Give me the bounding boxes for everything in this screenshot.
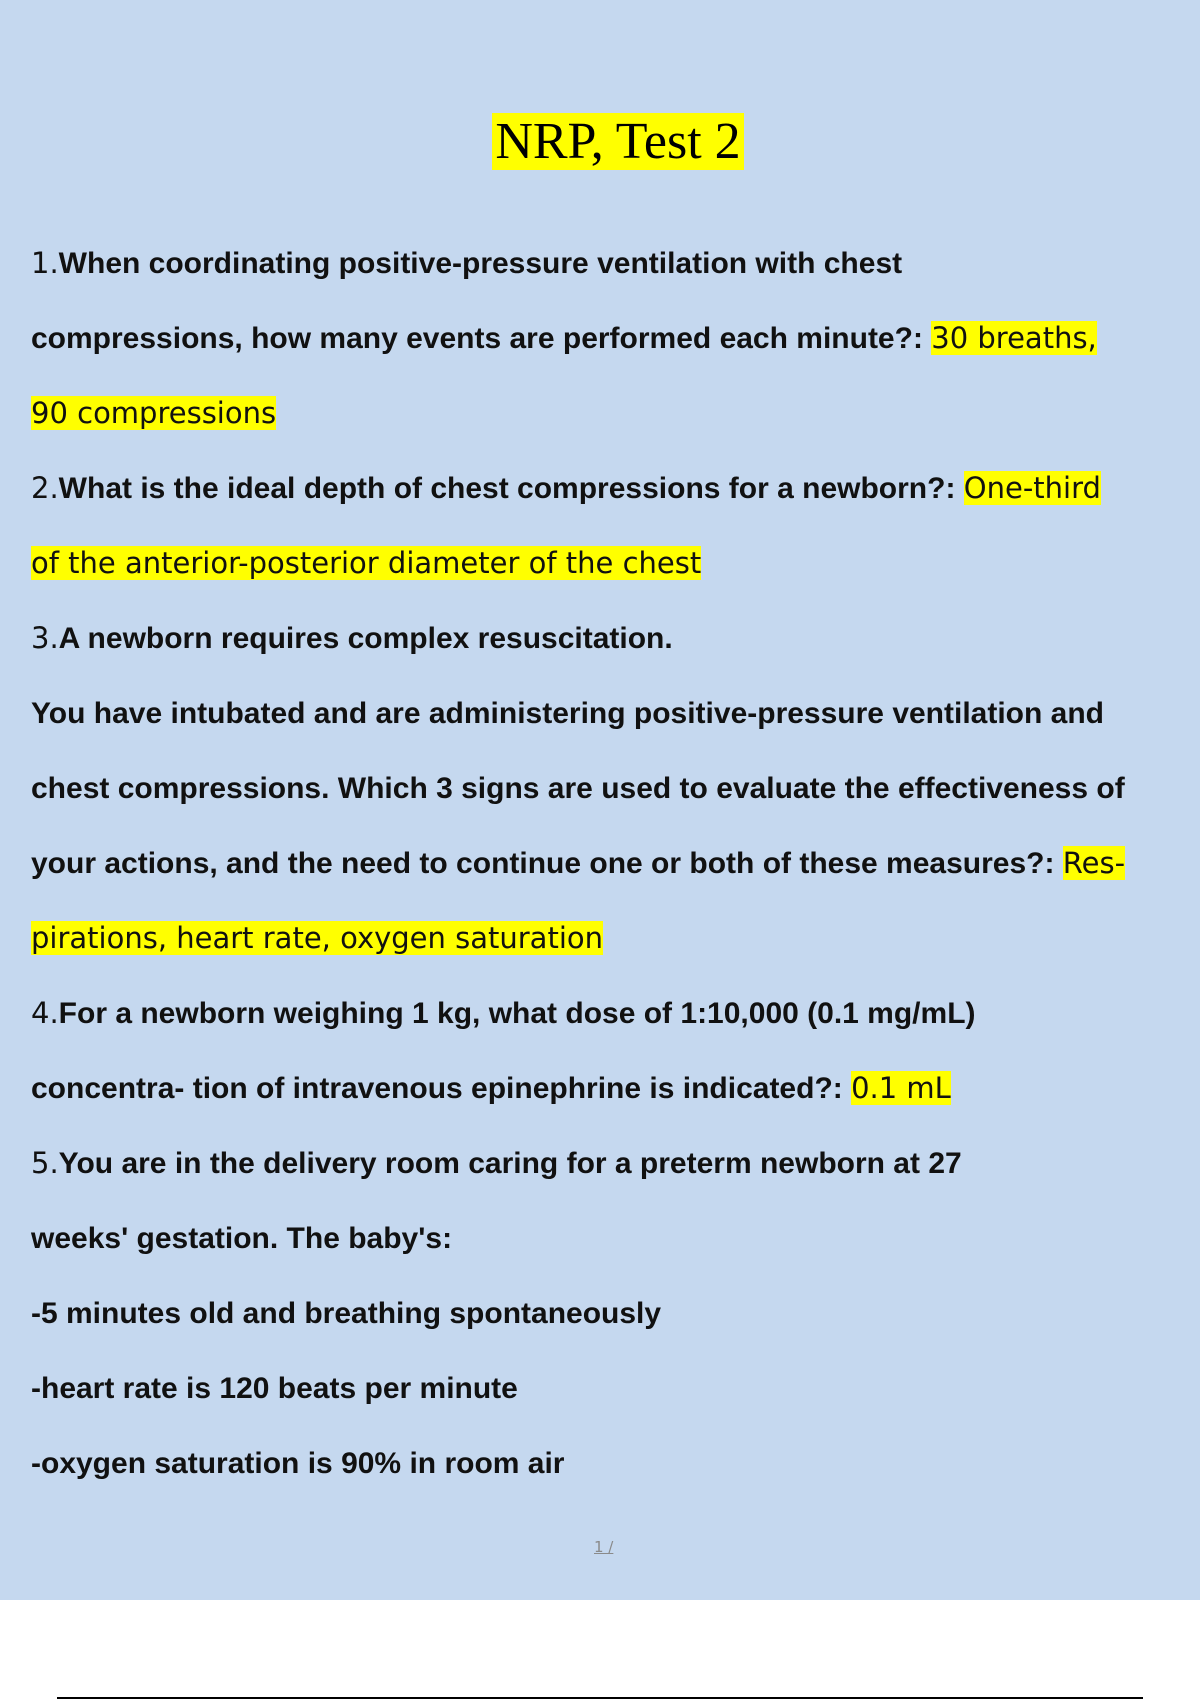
page-number: 1 /: [594, 1538, 614, 1556]
q3-answer-2: pirations, heart rate, oxygen saturation: [31, 921, 603, 955]
q2-answer-2: of the anterior-posterior diameter of the chest: [31, 546, 702, 580]
q3-text-1: A newborn requires complex resuscitation.: [58, 622, 673, 655]
q3-line-2: [31, 676, 1200, 751]
q2-line-1: [31, 451, 1200, 526]
q5-text-4: -heart rate is 120 beats per minute: [31, 1372, 518, 1405]
q3-number: 3.: [31, 621, 59, 655]
q5-line-3: [31, 1276, 1200, 1351]
q2-answer-1: One-third: [963, 471, 1101, 505]
q3-answer-1: Res-: [1062, 846, 1126, 880]
q5-line-5: [31, 1426, 1200, 1501]
q2-line-2: [31, 526, 1200, 601]
document-title: [0, 108, 1200, 176]
q3-text-3: chest compressions. Which 3 signs are used to evaluate the effectiveness of: [31, 772, 1125, 805]
q1-answer-2: 90 compressions: [31, 396, 277, 430]
q1-answer-1: 30 breaths,: [931, 321, 1097, 355]
q4-text-2: concentra- tion of intravenous epinephrine is indicated?:: [31, 1072, 852, 1105]
q1-line-2: [31, 301, 1200, 376]
q3-text-2: You have intubated and are administering positive-pressure ventilation and: [31, 697, 1104, 730]
q1-number: 1.: [31, 246, 59, 280]
q5-text-5: -oxygen saturation is 90% in room air: [31, 1447, 565, 1480]
q1-text-2: compressions, how many events are performed each minute?:: [31, 322, 932, 355]
q5-number: 5.: [31, 1146, 59, 1180]
q4-line-1: [31, 976, 1200, 1051]
q5-text-2: weeks' gestation. The baby's:: [31, 1222, 453, 1255]
q3-text-4: your actions, and the need to continue one or both of these measures?:: [31, 847, 1063, 880]
q1-line-1: [31, 226, 1200, 301]
q5-line-4: [31, 1351, 1200, 1426]
q3-line-1: [31, 601, 1200, 676]
title-highlight: NRP, Test 2: [492, 113, 743, 170]
q5-line-1: [31, 1126, 1200, 1201]
q1-line-3: [31, 376, 1200, 451]
q1-text-1: When coordinating positive-pressure ventilation with chest: [58, 247, 903, 280]
q3-line-3: [31, 751, 1200, 826]
q3-line-4: [31, 826, 1200, 901]
footer-rule: [57, 1697, 1143, 1699]
question-list: [31, 226, 1200, 1501]
q4-line-2: [31, 1051, 1200, 1126]
q4-text-1: For a newborn weighing 1 kg, what dose of 1:10,000 (0.1 mg/mL): [58, 997, 976, 1030]
q5-text-3: -5 minutes old and breathing spontaneously: [31, 1297, 662, 1330]
q4-answer-1: 0.1 mL: [851, 1071, 951, 1105]
q4-number: 4.: [31, 996, 59, 1030]
q5-line-2: [31, 1201, 1200, 1276]
q2-text-1: What is the ideal depth of chest compressions for a newborn?:: [58, 472, 964, 505]
q2-number: 2.: [31, 471, 59, 505]
q5-text-1: You are in the delivery room caring for a preterm newborn at 27: [58, 1147, 962, 1180]
q3-line-5: [31, 901, 1200, 976]
